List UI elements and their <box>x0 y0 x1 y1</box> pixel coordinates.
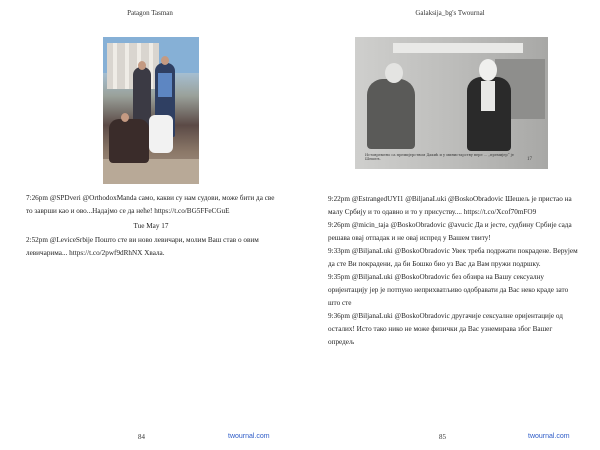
date-heading: Tue May 17 <box>133 222 169 230</box>
tweet-entry: 9:35pm @BiljanaLuki @BoskoObradovic без обзира на Вашу сексуалну оријентацију јер је потпуно неприхватљиво одобравати да Вас неко краде зато што сте <box>328 273 569 307</box>
photo-caption: Истовремено сa премијерством Дакић и у министарству вере ... „премијер“ је Шешељ. <box>365 153 514 162</box>
photo-page-number: 17 <box>527 157 532 162</box>
right-page-entries <box>328 193 578 349</box>
tweet-entry: 9:33pm @BiljanaLuki @BoskoObradovic Увек треба подржати покрадене. Верујем да сте Ви покрадени, да би Бошко био уз Вас да Вам пружи подршку. <box>328 247 578 268</box>
right-page-header: Galaksija_bg's Twournal <box>415 9 485 17</box>
tweet-entry: 9:36pm @BiljanaLuki @BoskoObradovic другачије сексуалне оријентације од осталих! Исто тако нико не може физички да Вас узнемирава због Вашег опредељ <box>328 312 563 346</box>
left-page-entries <box>26 192 276 260</box>
right-page-number: 85 <box>439 433 446 441</box>
tweet-entry: 9:26pm @micin_taja @BoskoObradovic @avucic Да и јесте, судбину Србије сада решава овај отпадак и не овај испред у Вашем твиту! <box>328 221 572 242</box>
left-page-number: 84 <box>138 433 145 441</box>
right-footer-link[interactable]: twournal.com <box>528 433 570 440</box>
tweet-entry: 2:52pm @LeviceSrbije Пошто сте ви ново левичари, молим Ваш став о овим левичарима... https://t.co/2pwf9dRhNX Хвала. <box>26 236 259 257</box>
left-footer-link[interactable]: twournal.com <box>228 433 270 440</box>
right-page-photo <box>355 37 548 169</box>
left-page-header: Patagon Tasman <box>127 9 173 17</box>
tweet-entry: 7:26pm @SPDveri @OrthodoxManda само, какви су нам судови, може бити да све то заврши као и ово...Надајмо се да неће! https://t.co/BG5FFeCGuE <box>26 194 275 215</box>
tweet-entry: 9:22pm @EstrangedUYI1 @BiljanaLuki @BoskoObradovic Шешељ је пристао на малу Србију и то одавно и то у присуству.... https://t.co/Xcof70mFO9 <box>328 195 572 216</box>
left-page-photo <box>103 37 199 184</box>
